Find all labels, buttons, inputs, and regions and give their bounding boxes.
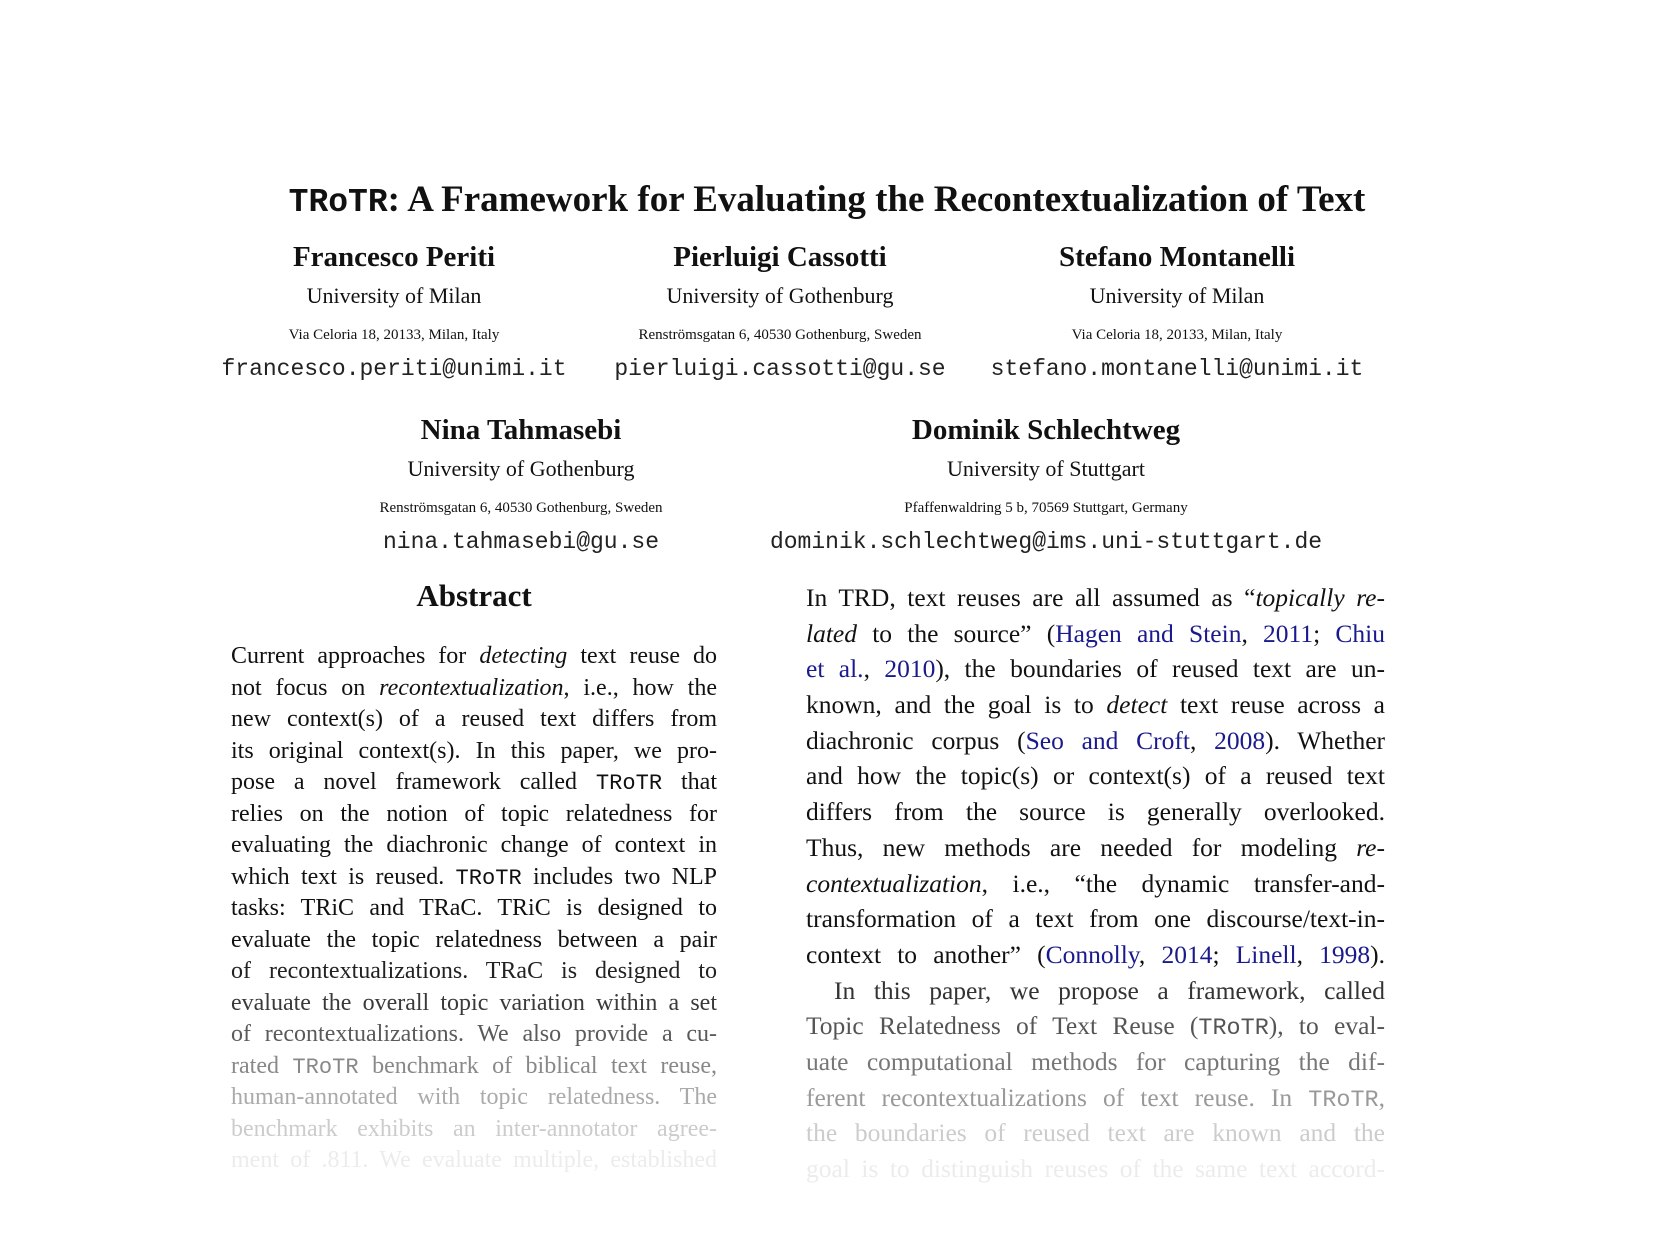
author-address: Via Celoria 18, 20133, Milan, Italy xyxy=(1071,327,1283,343)
title-acronym: TRoTR xyxy=(288,184,388,221)
text-segment: new context(s) of a reused text differs from xyxy=(231,706,717,732)
author-email[interactable]: dominik.schlechtweg@ims.uni-stuttgart.de xyxy=(769,529,1323,555)
author-block xyxy=(261,410,781,560)
citation-link[interactable]: Seo and Croft xyxy=(1025,725,1190,755)
author-name: Stefano Montanelli xyxy=(1058,241,1296,273)
citation-link[interactable]: 1998 xyxy=(1319,939,1371,969)
acronym-text: TRoTR xyxy=(1308,1086,1379,1114)
text-segment: , i.e., “the dynamic transfer-and- xyxy=(981,868,1385,898)
text-line xyxy=(231,736,717,768)
citation-link[interactable]: 2008 xyxy=(1214,725,1266,755)
author-address: Pfaffenwaldring 5 b, 70569 Stuttgart, Germany xyxy=(904,500,1188,516)
paper-title xyxy=(0,178,1654,221)
text-line xyxy=(806,1151,1385,1187)
text-segment: its original context(s). In this paper, we pro- xyxy=(231,737,717,764)
text-line xyxy=(231,925,717,957)
text-line xyxy=(231,1019,717,1051)
text-line xyxy=(806,651,1385,687)
text-segment: which text is reused. xyxy=(231,863,456,890)
text-segment: evaluating the diachronic change of context in xyxy=(231,832,717,858)
text-segment: benchmark exhibits an inter-annotator agree- xyxy=(231,1115,717,1142)
text-segment: Thus, new methods are needed for modeling xyxy=(806,832,1357,862)
citation-link[interactable]: et al. xyxy=(806,654,864,684)
text-segment: differs from the source is generally overlooked. xyxy=(806,797,1385,827)
text-segment: transformation of a text from one discourse/text-in- xyxy=(806,904,1385,934)
text-line xyxy=(806,1044,1385,1080)
text-segment: human-annotated with topic relatedness. The xyxy=(231,1084,717,1110)
text-line xyxy=(231,862,717,894)
text-line xyxy=(231,1145,717,1177)
author-name: Francesco Periti xyxy=(292,241,496,273)
text-line xyxy=(806,866,1385,902)
author-affiliation: University of Stuttgart xyxy=(947,456,1145,481)
text-segment: Current approaches for xyxy=(231,643,480,669)
text-line xyxy=(231,641,717,673)
acronym-text: TRoTR xyxy=(292,1054,359,1080)
text-segment: ment of .811. We evaluate multiple, established xyxy=(231,1147,717,1173)
author-affiliation: University of Gothenburg xyxy=(407,456,635,481)
citation-link[interactable]: 2014 xyxy=(1161,939,1213,969)
emphasis-text: contextualization xyxy=(806,868,982,898)
author-name: Dominik Schlechtweg xyxy=(911,414,1181,446)
emphasis-text: lated xyxy=(806,618,857,648)
text-segment: , xyxy=(1296,939,1320,969)
acronym-text: TRoTR xyxy=(595,771,663,796)
text-segment: In TRD, text reuses are all assumed as “ xyxy=(806,583,1256,612)
author-block xyxy=(736,410,1356,560)
author-name: Nina Tahmasebi xyxy=(420,414,622,446)
citation-link[interactable]: 2011 xyxy=(1263,618,1314,648)
author-address: Via Celoria 18, 20133, Milan, Italy xyxy=(288,327,500,343)
emphasis-text: detect xyxy=(1106,690,1168,720)
text-segment: tasks: TRiC and TRaC. TRiC is designed to xyxy=(231,895,717,921)
text-segment: ), the boundaries of reused text are un- xyxy=(935,654,1385,684)
text-segment: not focus on xyxy=(231,674,380,701)
text-line xyxy=(231,1114,717,1146)
text-line xyxy=(231,767,717,799)
text-line xyxy=(231,673,717,705)
author-name: Pierluigi Cassotti xyxy=(673,241,887,273)
text-segment: , xyxy=(1241,618,1264,648)
text-segment: benchmark of biblical text reuse, xyxy=(358,1052,718,1079)
text-segment: , i.e., how the xyxy=(563,674,717,701)
acronym-text: TRoTR xyxy=(455,865,522,891)
emphasis-text: recontextualization xyxy=(379,674,564,701)
text-line xyxy=(231,704,717,736)
text-segment: text reuse do xyxy=(567,643,718,669)
text-segment: rated xyxy=(231,1052,293,1079)
text-line xyxy=(806,1008,1385,1044)
author-email[interactable]: pierluigi.cassotti@gu.se xyxy=(614,356,946,382)
author-affiliation: University of Milan xyxy=(306,283,482,308)
text-line xyxy=(231,1082,717,1114)
text-segment: uate computational methods for capturing the dif- xyxy=(806,1046,1385,1076)
title-text: : A Framework for Evaluating the Recontextualization of Text xyxy=(387,179,1366,220)
text-segment: that xyxy=(662,769,717,795)
text-segment: ferent recontextualizations of text reuse. In xyxy=(806,1082,1309,1112)
text-segment: pose a novel framework called xyxy=(231,769,596,795)
author-block xyxy=(917,237,1437,387)
text-line xyxy=(231,893,717,925)
text-line xyxy=(806,1115,1385,1151)
text-segment: context to another” ( xyxy=(806,939,1046,969)
text-segment: of recontextualizations. TRaC is designed to xyxy=(231,958,717,984)
author-address: Renströmsgatan 6, 40530 Gothenburg, Sweden xyxy=(379,500,663,516)
text-segment: ; xyxy=(1313,618,1336,648)
text-segment: diachronic corpus ( xyxy=(806,725,1026,755)
text-segment: , xyxy=(863,654,885,684)
text-segment: relies on the notion of topic relatedness for xyxy=(231,800,717,827)
text-line xyxy=(231,799,717,831)
citation-link[interactable]: Chiu xyxy=(1335,618,1385,648)
introduction-body xyxy=(806,580,1385,1187)
text-segment: In this paper, we propose a framework, called xyxy=(834,975,1385,1005)
text-segment: to the source” ( xyxy=(857,618,1056,648)
text-segment: text reuse across a xyxy=(1167,690,1385,720)
emphasis-text: detecting xyxy=(479,643,568,669)
text-line xyxy=(806,901,1385,937)
text-segment: ), to eval- xyxy=(1268,1011,1385,1041)
text-segment: includes two NLP xyxy=(521,863,717,890)
text-line xyxy=(806,937,1385,973)
text-line xyxy=(231,1051,717,1083)
text-line xyxy=(806,723,1385,759)
text-line xyxy=(231,988,717,1020)
text-segment: evaluate the topic relatedness between a pair xyxy=(231,926,717,953)
acronym-text: TRoTR xyxy=(1198,1015,1269,1043)
text-segment: and how the topic(s) or context(s) of a reused text xyxy=(806,761,1385,791)
text-line xyxy=(806,687,1385,723)
emphasis-text: re- xyxy=(1356,832,1385,862)
abstract-body xyxy=(231,641,717,1177)
text-line xyxy=(806,758,1385,794)
text-line xyxy=(806,580,1385,616)
text-segment: goal is to distinguish reuses of the same text accord- xyxy=(806,1154,1385,1183)
text-line xyxy=(806,616,1385,652)
emphasis-text: topically re- xyxy=(1255,583,1385,612)
text-segment: known, and the goal is to xyxy=(806,690,1107,720)
text-line xyxy=(806,1080,1385,1116)
author-address: Renströmsgatan 6, 40530 Gothenburg, Sweden xyxy=(638,327,922,343)
author-email[interactable]: stefano.montanelli@unimi.it xyxy=(990,356,1364,382)
text-segment: ; xyxy=(1212,939,1236,969)
text-segment: , xyxy=(1189,725,1215,755)
author-affiliation: University of Milan xyxy=(1089,283,1265,308)
text-segment: , xyxy=(1378,1082,1385,1112)
text-segment: ). xyxy=(1370,939,1385,969)
text-segment: the boundaries of reused text are known and the xyxy=(806,1118,1385,1148)
text-line xyxy=(806,830,1385,866)
citation-link[interactable]: Connolly xyxy=(1045,939,1139,969)
author-affiliation: University of Gothenburg xyxy=(666,283,894,308)
text-segment: evaluate the overall topic variation within a set xyxy=(231,989,717,1016)
citation-link[interactable]: 2010 xyxy=(884,654,936,684)
author-email[interactable]: nina.tahmasebi@gu.se xyxy=(382,529,660,555)
citation-link[interactable]: Hagen and Stein xyxy=(1055,618,1242,648)
text-line xyxy=(231,830,717,862)
abstract-heading: Abstract xyxy=(416,578,532,613)
text-line xyxy=(806,973,1385,1009)
text-segment: of recontextualizations. We also provide a cu- xyxy=(231,1021,717,1047)
text-segment: Topic Relatedness of Text Reuse ( xyxy=(806,1011,1199,1041)
text-segment: , xyxy=(1138,939,1162,969)
text-segment: ). Whether xyxy=(1265,725,1386,755)
author-email[interactable]: francesco.periti@unimi.it xyxy=(221,356,567,382)
text-line xyxy=(231,956,717,988)
text-line xyxy=(806,794,1385,830)
citation-link[interactable]: Linell xyxy=(1235,939,1297,969)
